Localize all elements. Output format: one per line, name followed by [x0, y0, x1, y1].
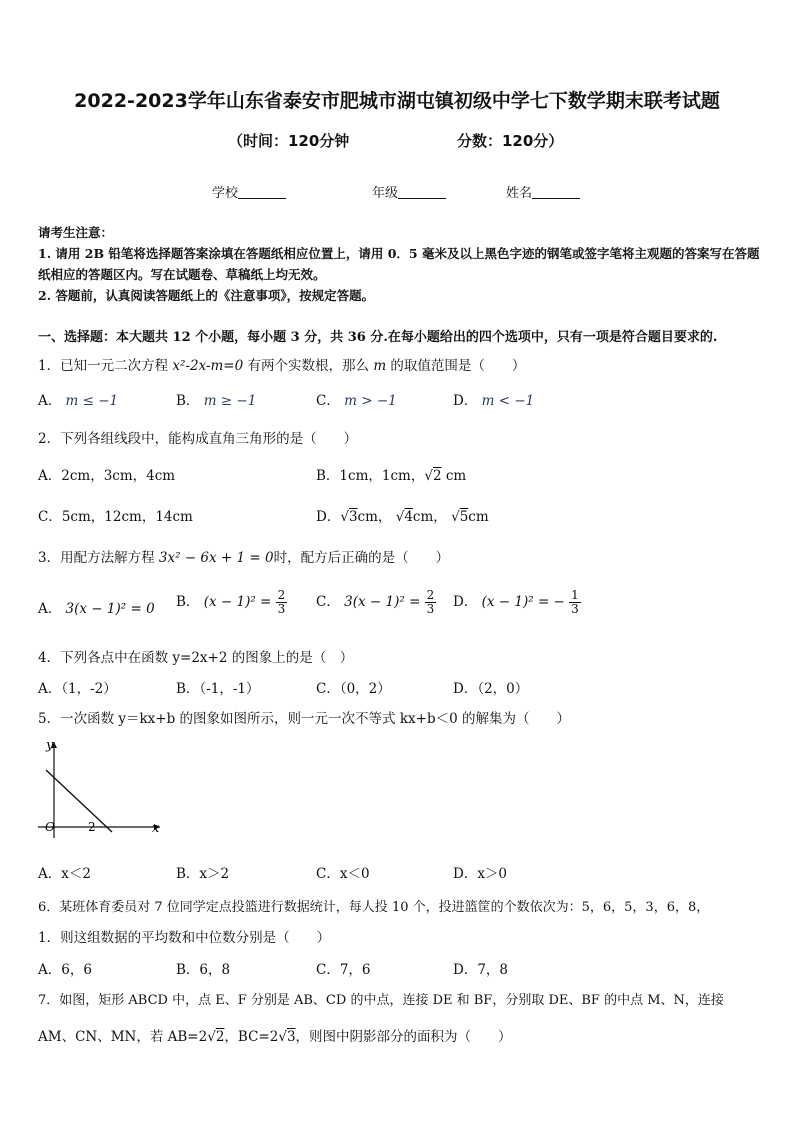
q3-option-b-fraction: [276, 589, 288, 616]
q2-option-b-radicand: 2: [432, 468, 442, 484]
q3-option-a-expr: 3(x − 1)² = 0: [65, 601, 155, 617]
q3-option-b[interactable]: [176, 589, 287, 616]
exam-score: 分数：120分）: [457, 132, 564, 150]
q2-option-d-unit-2: cm，: [412, 509, 447, 525]
x-intercept-label: 2: [88, 820, 96, 834]
q4-option-d[interactable]: D．（2，0）: [453, 681, 529, 697]
q5-option-b[interactable]: B．x＞2: [176, 866, 230, 882]
page-title: 2022-2023学年山东省泰安市肥城市湖屯镇初级中学七下数学期末联考试题: [74, 90, 720, 112]
function-line: [46, 770, 112, 832]
q3-option-d[interactable]: [453, 589, 581, 616]
q1-option-b-text: m ≥ −1: [203, 393, 257, 409]
q1-option-d-label: D．: [453, 393, 478, 409]
q3-option-c-numerator: 2: [426, 588, 435, 602]
q3-option-d-expr: (x − 1)² = −: [481, 594, 565, 610]
q3-option-a-label: A．: [38, 601, 62, 617]
q1-variable: m: [373, 358, 387, 374]
notice-item-1: 1. 请用 2B 铅笔将选择题答案涂填在答题纸相应位置上，请用 0．5 毫米及以上黑色字迹的钢笔或签字笔将主观题的答案写在答题纸相应的答题区内。写在试题卷、草稿纸上均无效。: [38, 246, 760, 282]
q1-option-a-text: m ≤ −1: [65, 393, 119, 409]
q1-option-c[interactable]: [316, 389, 397, 409]
q6-option-c[interactable]: C．7，6: [316, 962, 371, 978]
q7-text-c: ，则图中阴影部分的面积为（ ）: [295, 1029, 512, 1045]
q6-option-a[interactable]: A．6，6: [38, 962, 92, 978]
q3-option-a[interactable]: [38, 597, 155, 617]
q1-stem-b: 有两个实数根，那么: [243, 358, 374, 374]
q3-option-c-fraction: [425, 589, 437, 616]
q2-option-d-unit-3: cm: [468, 509, 489, 525]
name-label: 姓名: [506, 186, 533, 201]
q7-bc-radicand: 3: [286, 1029, 296, 1045]
question-4-stem: 4．下列各点中在函数 y=2x+2 的图象上的是（ ）: [38, 650, 354, 666]
linear-function-graph: [30, 734, 170, 840]
question-6-stem-line-1: 6．某班体育委员对 7 位同学定点投篮进行数据统计，每人投 10 个，投进篮筐的个数依次为：5，6，5，3，6，8，: [38, 900, 710, 915]
q1-option-a-label: A．: [38, 393, 62, 409]
name-field: [506, 182, 580, 201]
q7-text-a: AM、CN、MN，若 AB=: [38, 1029, 199, 1045]
q1-stem-c: 的取值范围是（ ）: [386, 358, 526, 374]
q2-option-c[interactable]: C．5cm，12cm，14cm: [38, 509, 193, 525]
q3-option-d-label: D．: [453, 594, 478, 610]
exam-time: （时间：120分钟: [228, 132, 350, 150]
question-6-stem-line-2: 1．则这组数据的平均数和中位数分别是（ ）: [38, 930, 331, 946]
notice-heading: 请考生注意：: [38, 225, 114, 240]
q3-stem-a: 3．用配方法解方程: [38, 550, 159, 566]
name-blank[interactable]: [532, 186, 580, 199]
q2-option-b[interactable]: B．1cm，1cm，√2 cm: [316, 468, 467, 484]
q4-option-a[interactable]: A．（1，-2）: [38, 681, 117, 697]
q3-option-c[interactable]: [316, 589, 436, 616]
grade-label: 年级: [372, 186, 399, 201]
q7-bc-coefficient: 2: [269, 1029, 279, 1045]
q2-option-b-text: B．1cm，1cm，: [316, 468, 425, 484]
q5-option-c[interactable]: C．x＜0: [316, 866, 370, 882]
question-3-stem: [38, 546, 449, 566]
q1-option-c-text: m > −1: [344, 393, 397, 409]
q5-option-a[interactable]: A．x＜2: [38, 866, 91, 882]
q1-option-d-text: m < −1: [481, 393, 535, 409]
section-heading: 一、选择题：本大题共 12 个小题，每小题 3 分，共 36 分.在每小题给出的四个选项中，只有一项是符合题目要求的.: [38, 330, 718, 345]
grade-blank[interactable]: [398, 186, 446, 199]
school-field: [212, 182, 286, 201]
y-axis-label: y: [46, 738, 54, 753]
q5-option-d[interactable]: D．x＞0: [453, 866, 508, 882]
q2-option-d-label: D．: [316, 509, 341, 525]
q1-stem-a: 1．已知一元二次方程: [38, 358, 173, 374]
q3-option-c-expr: 3(x − 1)² =: [344, 594, 421, 610]
q7-ab-coefficient: 2: [198, 1029, 208, 1045]
q2-option-a[interactable]: A．2cm，3cm，4cm: [38, 468, 176, 484]
q2-option-d-radicand-2: 4: [404, 509, 413, 525]
q2-option-d-unit-1: cm，: [357, 509, 392, 525]
q1-option-d[interactable]: [453, 389, 534, 409]
question-2-stem: 2．下列各组线段中，能构成直角三角形的是（ ）: [38, 431, 358, 447]
q2-option-d[interactable]: D．√3cm， √4cm， √5cm: [316, 509, 489, 525]
q2-option-d-radicand-3: 5: [459, 509, 469, 525]
q3-equation: 3x² − 6x + 1 = 0: [158, 550, 274, 566]
q7-ab-radicand: 2: [215, 1029, 225, 1045]
q6-option-b[interactable]: B．6，8: [176, 962, 231, 978]
q3-option-b-label: B．: [176, 594, 200, 610]
q3-option-b-expr: (x − 1)² =: [203, 594, 272, 610]
q4-option-b[interactable]: B．（-1，-1）: [176, 681, 260, 697]
q1-option-b[interactable]: [176, 389, 256, 409]
q1-option-b-label: B．: [176, 393, 200, 409]
school-label: 学校: [212, 186, 239, 201]
q3-stem-b: 时，配方后正确的是（ ）: [273, 550, 450, 566]
q7-text-b: ，BC=: [224, 1029, 270, 1045]
q1-option-c-label: C．: [316, 393, 340, 409]
q3-option-d-fraction: [569, 589, 581, 616]
q6-option-d[interactable]: D．7，8: [453, 962, 509, 978]
question-7-stem-line-2: AM、CN、MN，若 AB=2√2，BC=2√3，则图中阴影部分的面积为（ ）: [38, 1029, 512, 1045]
q3-option-b-denominator: 3: [277, 602, 286, 616]
q2-option-d-radicand-1: 3: [348, 509, 358, 525]
q3-option-d-numerator: 1: [571, 588, 579, 602]
question-5-stem: 5．一次函数 y＝kx+b 的图象如图所示，则一元一次不等式 kx+b＜0 的解集为（ ）: [38, 711, 570, 727]
q3-option-b-numerator: 2: [277, 588, 286, 602]
school-blank[interactable]: [238, 186, 286, 199]
grade-field: [372, 182, 446, 201]
q2-option-b-unit: cm: [441, 468, 467, 484]
question-7-stem-line-1: 7．如图，矩形 ABCD 中，点 E、F 分别是 AB、CD 的中点，连接 DE 和 BF，分别取 DE、BF 的中点 M、N，连接: [38, 993, 724, 1008]
origin-label: O: [45, 820, 55, 834]
q3-option-d-denominator: 3: [571, 602, 579, 616]
q3-option-c-label: C．: [316, 594, 340, 610]
q1-equation: x²-2x-m=0: [172, 358, 244, 374]
question-1-stem: [38, 354, 525, 374]
x-axis-label: x: [152, 821, 160, 836]
notice-item-2: 2. 答题前，认真阅读答题纸上的《注意事项》，按规定答题。: [38, 288, 375, 303]
q3-option-c-denominator: 3: [426, 602, 435, 616]
q1-option-a[interactable]: [38, 389, 118, 409]
q4-option-c[interactable]: C．（0，2）: [316, 681, 391, 697]
